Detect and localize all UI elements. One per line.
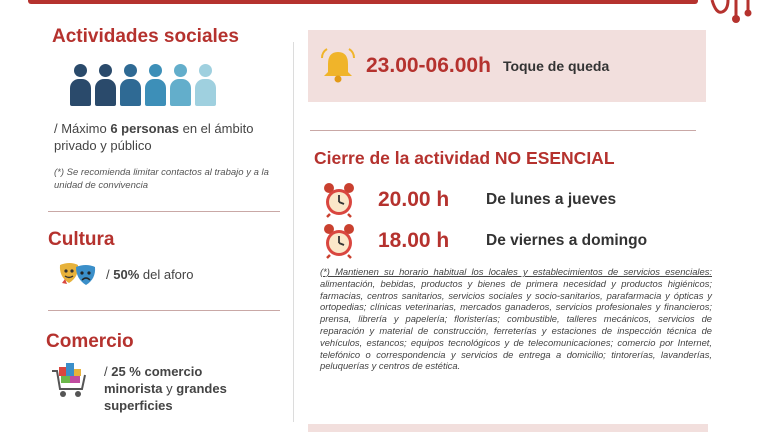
alarm-clock-icon xyxy=(322,223,356,259)
decorative-drip-icon xyxy=(708,0,754,30)
closing-hour: 18.00 h xyxy=(378,229,450,252)
essential-services-footnote: (*) Mantienen su horario habitual los locales y establecimientos de servicios esenciales: alimentación, bebidas, productos y bienes de primera necesidad y productos higiénicos; farmacias, centros sanitarios, servicios sociales y socio-sanitarios, parafarmacia y ópticas y ortopedias; clínicas veterinarias, mercados ganaderos, servicios profesionales y financieros; prensa, librería y papelería; floristerías; combustible, talleres mecánicos, servicios de reparación y material de construcción, ferreterías y estaciones de inspección técnica de vehículos, estancos; equipos tecnológicos y de telecomunicaciones; comercio por Internet, telefónico o correspondencia y servicios de entrega a domicilio; tintorerías, lavanderías, peluquerías y centros de estética. xyxy=(320,266,712,372)
curfew-label: Toque de queda xyxy=(502,58,610,74)
commerce-row xyxy=(50,361,280,414)
bottom-panel-edge xyxy=(308,424,708,432)
person-icon xyxy=(95,64,116,106)
closing-days: De viernes a domingo xyxy=(486,232,648,249)
curfew-time: 23.00-06.00h xyxy=(366,54,491,77)
closing-days: De lunes a jueves xyxy=(486,191,617,208)
person-icon xyxy=(145,64,166,106)
divider xyxy=(48,211,280,212)
theater-masks-icon xyxy=(58,261,98,287)
culture-title: Cultura xyxy=(48,229,115,250)
bell-icon xyxy=(318,46,358,86)
person-icon xyxy=(120,64,141,106)
top-accent-bar xyxy=(28,0,698,4)
culture-text: / 50% del aforo xyxy=(106,266,194,282)
person-icon xyxy=(70,64,91,106)
person-icon xyxy=(195,64,216,106)
shopping-cart-icon xyxy=(50,361,88,401)
closing-title: Cierre de la actividad NO ESENCIAL xyxy=(314,148,615,168)
people-icon-group xyxy=(70,62,280,106)
commerce-text: / 25 % comercio minorista y grandes superficies xyxy=(104,364,227,413)
curfew-panel xyxy=(308,30,706,102)
closing-row xyxy=(322,223,647,259)
social-title: Actividades sociales xyxy=(52,26,239,47)
alarm-clock-icon xyxy=(322,182,356,218)
closing-row xyxy=(322,182,616,218)
culture-row xyxy=(58,261,280,287)
left-column xyxy=(40,26,280,414)
social-text: / Máximo 6 personas en el ámbito privado y público xyxy=(54,121,254,153)
commerce-title: Comercio xyxy=(46,331,134,352)
social-note: (*) Se recomienda limitar contactos al trabajo y a la unidad de convivencia xyxy=(54,167,269,191)
person-icon xyxy=(170,64,191,106)
closing-hour: 20.00 h xyxy=(378,188,450,211)
column-divider xyxy=(293,42,294,422)
divider xyxy=(310,130,696,131)
divider xyxy=(48,310,280,311)
